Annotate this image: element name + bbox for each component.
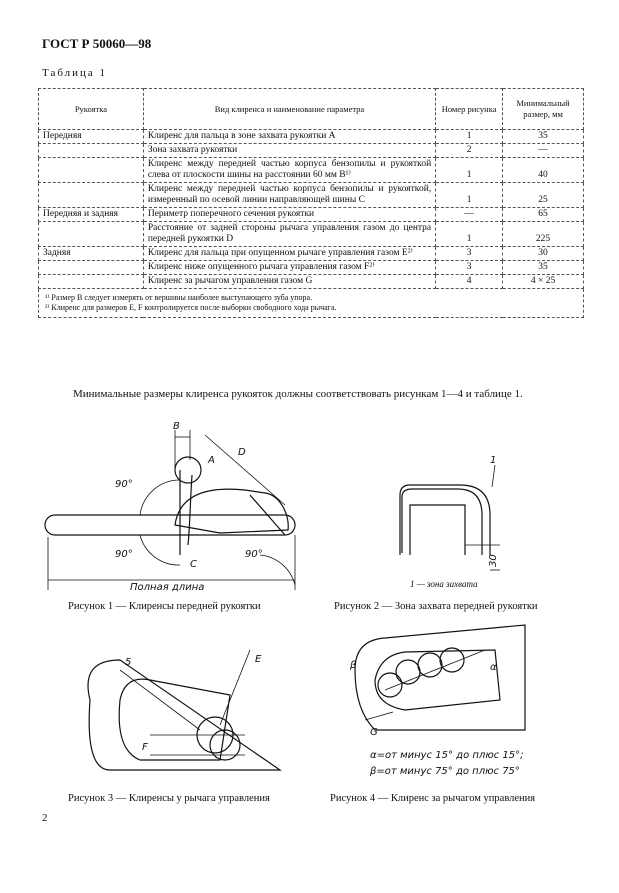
fig1-label-d: D [238,447,246,458]
table-row [39,183,584,208]
figure-3-drawing [80,640,290,790]
col-header: Рукоятка [39,89,144,130]
figure-2-caption: Рисунок 2 — Зона захвата передней рукоятки [334,601,538,612]
fig1-label-c: C [190,559,197,570]
min-size-cell: 40 [503,158,584,183]
handle-cell [39,158,144,183]
min-size-cell: 65 [503,208,584,222]
fig1-label-a: A [208,455,215,466]
table-header-row [39,89,584,130]
fig4-label-alpha: α [490,662,497,673]
param-cell: Клиренс за рычагом управления газом G [143,275,435,289]
fig1-label-angle: 90° [115,479,133,490]
fig4-note-beta: β=от минус 75° до плюс 75° [370,766,520,777]
figure-number-cell: — [436,208,503,222]
param-cell: Клиренс между передней частью корпуса бензопилы и рукояткой, измеренный по осевой линии направляющей шины C [143,183,435,208]
param-cell: Клиренс ниже опущенного рычага управления газом F²⁾ [143,261,435,275]
table-caption: Таблица 1 [42,67,108,79]
handle-cell [39,222,144,247]
fig4-label-beta: β [350,660,357,671]
handle-cell [39,261,144,275]
document-header: ГОСТ Р 50060—98 [42,36,152,51]
fig3-label-f: F [142,742,148,753]
param-cell: Клиренс для пальца в зоне захвата рукоятки A [143,130,435,144]
figure-4-drawing [345,620,535,740]
fig3-label-e: E [255,654,262,665]
table-row [39,130,584,144]
min-size-cell: 4 × 25 [503,275,584,289]
figure-number-cell: 1 [436,222,503,247]
intro-text: Минимальные размеры клиренса рукояток должны соответствовать рисункам 1—4 и таблице 1. [73,388,523,400]
figure-number-cell: 1 [436,158,503,183]
table-footnotes [39,289,584,318]
figure-1-caption: Рисунок 1 — Клиренсы передней рукоятки [68,601,261,612]
fig4-label-g: G [370,727,378,738]
page-number: 2 [42,812,48,824]
fig4-note-alpha: α=от минус 15° до плюс 15°; [370,750,524,761]
min-size-cell: 25 [503,183,584,208]
table-row [39,144,584,158]
figure-number-cell: 1 [436,130,503,144]
fig1-label-angle: 90° [115,549,133,560]
min-size-cell: 225 [503,222,584,247]
figure-3-caption: Рисунок 3 — Клиренсы у рычага управления [68,793,270,804]
fig1-label-angle: 90° [245,549,263,560]
handle-cell: Передняя и задняя [39,208,144,222]
fig2-label-30: 30 [488,554,499,567]
handle-cell: Задняя [39,247,144,261]
figure-1-drawing [40,415,310,600]
clearance-table [38,88,584,318]
figure-2-drawing [380,445,510,575]
param-cell: Клиренс для пальца при опущенном рычаге управления газом E²⁾ [143,247,435,261]
handle-cell [39,144,144,158]
param-cell: Периметр поперечного сечения рукоятки [143,208,435,222]
param-cell: Расстояние от задней стороны рычага управления газом до центра передней рукоятки D [143,222,435,247]
fig2-legend: 1 — зона захвата [410,579,478,589]
min-size-cell: — [503,144,584,158]
fig3-label-5: 5 [125,657,132,668]
figure-number-cell: 3 [436,247,503,261]
figure-number-cell: 2 [436,144,503,158]
table-row [39,275,584,289]
fig1-label-length: Полная длина [130,582,205,593]
col-header: Минимальный размер, мм [503,89,584,130]
fig1-label-b: B [173,421,180,432]
table-row [39,247,584,261]
footnote: ¹⁾ Размер B следует измерять от вершины наиболее выступающего зуба упора. [45,293,313,302]
min-size-cell: 30 [503,247,584,261]
figure-4-caption: Рисунок 4 — Клиренс за рычагом управления [330,793,536,804]
figure-number-cell: 4 [436,275,503,289]
min-size-cell: 35 [503,130,584,144]
table-row [39,158,584,183]
min-size-cell: 35 [503,261,584,275]
table-row [39,261,584,275]
col-header: Номер рисунка [436,89,503,130]
fig2-label-1: 1 [490,455,497,466]
footnote: ²⁾ Клиренс для размеров E, F контролируется после выборки свободного хода рычага. [45,303,337,312]
figure-number-cell: 3 [436,261,503,275]
col-header: Вид клиренса и наименование параметра [143,89,435,130]
handle-cell [39,275,144,289]
handle-cell [39,183,144,208]
figure-number-cell: 1 [436,183,503,208]
param-cell: Клиренс между передней частью корпуса бензопилы и рукояткой слева от плоскости шины на расстоянии 60 мм B¹⁾ [143,158,435,183]
handle-cell: Передняя [39,130,144,144]
param-cell: Зона захвата рукоятки [143,144,435,158]
table-row [39,222,584,247]
table-row [39,208,584,222]
